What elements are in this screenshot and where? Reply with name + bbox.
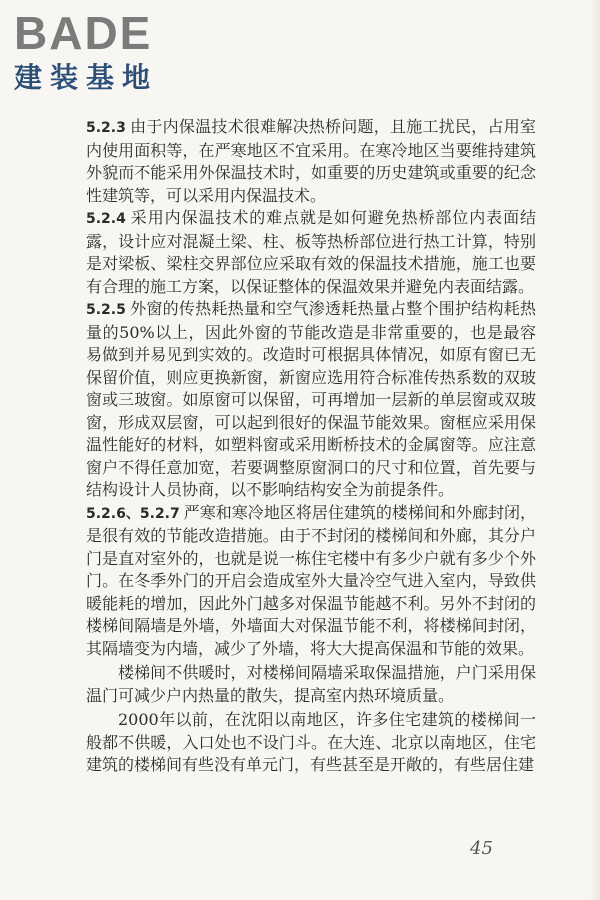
paragraph-text: 严寒和寒冷地区将居住建筑的楼梯间和外廊封闭，是很有效的节能改造措施。由于不封闭的楼梯间和外廊，其分户门是直对室外的，也就是说一栋住宅楼中有多少户就有多少个外门。在冬季外门的开启会造成室外大量冷空气进入室内，导致供暖能耗的增加，因此外门越多对保温节能越不利。另外不封闭的楼梯间隔墙是外墙，外墙面大对保温节能不利，将楼梯间封闭，其隔墙变为内墙，减少了外墙，将大大提高保温和节能的效果。: [86, 502, 536, 658]
logo-tagline: 建装基地: [14, 61, 159, 94]
clause-number: 5.2.3: [86, 120, 126, 136]
paragraph-5-2-6-7: [86, 502, 536, 661]
paragraph-stairwell-insulation: [86, 662, 536, 707]
bade-logo: [14, 8, 184, 100]
document-body: [86, 116, 536, 777]
paragraph-text: 采用内保温技术的难点就是如何避免热桥部位内表面结露，设计应对混凝土梁、柱、板等热桥部位进行热工计算，特别是对梁板、梁柱交界部位应采取有效的保温技术措施，施工也要有合理的施工方案，以保证整体的保温效果并避免内表面结露。: [86, 208, 536, 296]
paragraph-text: 外窗的传热耗热量和空气渗透耗热量占整个围护结构耗热量的50%以上，因此外窗的节能改造是非常重要的，也是最容易做到并易见到实效的。改造时可根据具体情况，如原有窗已无保留价值，则应更换新窗，新窗应选用符合标准传热系数的双玻窗或三玻窗。如原窗可以保留，可再增加一层新的单层窗或双玻窗，形成双层窗，可以起到很好的保温节能效果。窗框应采用保温性能好的材料，如塑料窗或采用断桥技术的金属窗等。应注意窗户不得任意加宽，若要调整原窗洞口的尺寸和位置，首先要与结构设计人员协商，以不影响结构安全为前提条件。: [86, 299, 536, 499]
paragraph-5-2-5: [86, 298, 536, 502]
paragraph-text: 由于内保温技术很难解决热桥问题，且施工扰民，占用室内使用面积等，在严寒地区不宜采用。在寒冷地区当要维持建筑外貌而不能采用外保温技术时，如重要的历史建筑或重要的纪念性建筑等，可以采用内保温技术。: [86, 117, 536, 205]
clause-number: 5.2.4: [86, 211, 126, 227]
paragraph-5-2-3: [86, 116, 536, 207]
paragraph-text: 2000年以前，在沈阳以南地区，许多住宅建筑的楼梯间一般都不供暖，入口处也不设门斗。在大连、北京以南地区，住宅建筑的楼梯间有些没有单元门，有些甚至是开敞的，有些居住建: [86, 710, 536, 774]
clause-number: 5.2.5: [86, 302, 126, 318]
page-edge-shadow: [590, 0, 600, 900]
page-number: 45: [470, 838, 493, 859]
paragraph-5-2-4: [86, 207, 536, 298]
paragraph-before-2000: [86, 709, 536, 777]
clause-number: 5.2.6、5.2.7: [86, 505, 180, 522]
logo-brand-text: BADE: [14, 7, 153, 59]
paragraph-text: 楼梯间不供暖时，对楼梯间隔墙采取保温措施，户门采用保温门可减少户内热量的散失，提高室内热环境质量。: [86, 663, 536, 705]
